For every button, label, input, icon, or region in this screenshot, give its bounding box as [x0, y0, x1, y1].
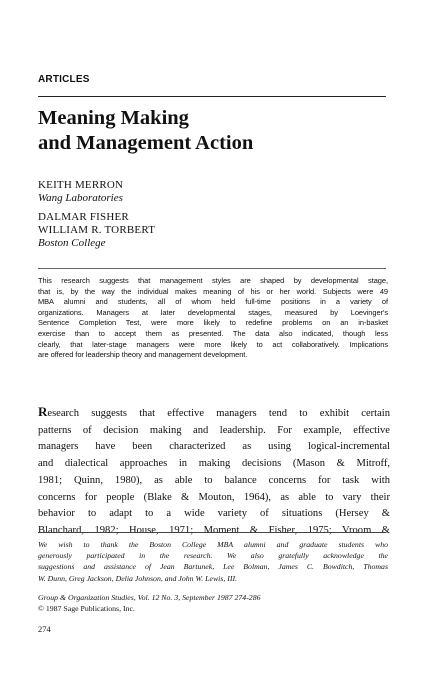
author-block: [38, 179, 398, 250]
footnote-line: generously participated in the research. We also gratefully acknowledge the: [38, 551, 388, 561]
footnote-line: W. Dunn, Greg Jackson, Delia Johnson, and John W. Lewis, III.: [38, 573, 238, 583]
acknowledgment-footnote: [38, 539, 388, 584]
body-line: [38, 404, 390, 423]
section-label: ARTICLES: [38, 74, 90, 85]
footnote-rule: [38, 532, 386, 533]
author-affiliation: Wang Laboratories: [38, 192, 123, 204]
publication-info: [38, 592, 388, 614]
title-line-1: Meaning Making: [38, 107, 189, 129]
author-name: DALMAR FISHER: [38, 211, 129, 223]
footnote-line: We wish to thank the Boston College MBA alumni and graduate students who: [38, 540, 388, 549]
body-line: managers have been characterized as using logical-incremental: [38, 441, 390, 453]
body-line: behavior to adapt to a wide variety of situations (Hersey &: [38, 508, 390, 520]
body-text: [38, 404, 390, 540]
author-name: WILLIAM R. TORBERT: [38, 224, 156, 236]
header-rule: [38, 96, 386, 97]
page-number: 274: [38, 624, 51, 634]
footnote-line: suggestions and assistance of Jean Bartunek, Lee Bolman, James C. Bowditch, Thomas: [38, 562, 388, 572]
body-line: patterns of decision making and leadership. For example, effective: [38, 424, 390, 436]
abstract-line: exercise than to accept them as presented. The data also indicated, though less: [38, 328, 388, 338]
body-line: Blanchard, 1982; House, 1971; Moment & Fisher, 1975; Vroom &: [38, 524, 390, 536]
journal-citation: Group & Organization Studies, Vol. 12 No. 3, September 1987 274-286: [38, 593, 261, 602]
abstract-line: organizations. Managers at later developmental stages, measured by Loevinger's: [38, 307, 388, 317]
abstract-rule: [38, 268, 386, 269]
body-line: and dialectical approaches in making decisions (Mason & Mitroff,: [38, 458, 390, 470]
abstract-line: This research suggests that management styles are shaped by developmental stage,: [38, 276, 388, 285]
abstract-line: are offered for leadership theory and management development.: [38, 350, 248, 360]
abstract-line: MBA alumni and students, all of whom held full-time positions in a variety of: [38, 297, 388, 307]
author-affiliation: Boston College: [38, 237, 106, 249]
body-line-text: esearch suggests that effective managers tend to exhibit certain: [47, 408, 390, 419]
abstract-line: that is, by the way the individual makes meaning of his or her world. Subjects were 49: [38, 286, 388, 296]
article-title: [38, 106, 398, 156]
abstract-line: clearly, that later-stage managers were more likely to act collaboratively. Implications: [38, 339, 388, 349]
abstract-line: Sentence Completion Test, were more likely to redefine problems on an in-basket: [38, 318, 388, 328]
body-line: concerns for people (Blake & Mouton, 1964), as able to vary their: [38, 491, 390, 503]
copyright-line: © 1987 Sage Publications, Inc.: [38, 604, 135, 613]
drop-cap: R: [38, 404, 48, 419]
body-line: 1981; Quinn, 1980), as able to balance concerns for task with: [38, 474, 390, 486]
title-line-2: and Management Action: [38, 132, 254, 154]
author-name: KEITH MERRON: [38, 179, 124, 191]
abstract: [38, 276, 388, 361]
